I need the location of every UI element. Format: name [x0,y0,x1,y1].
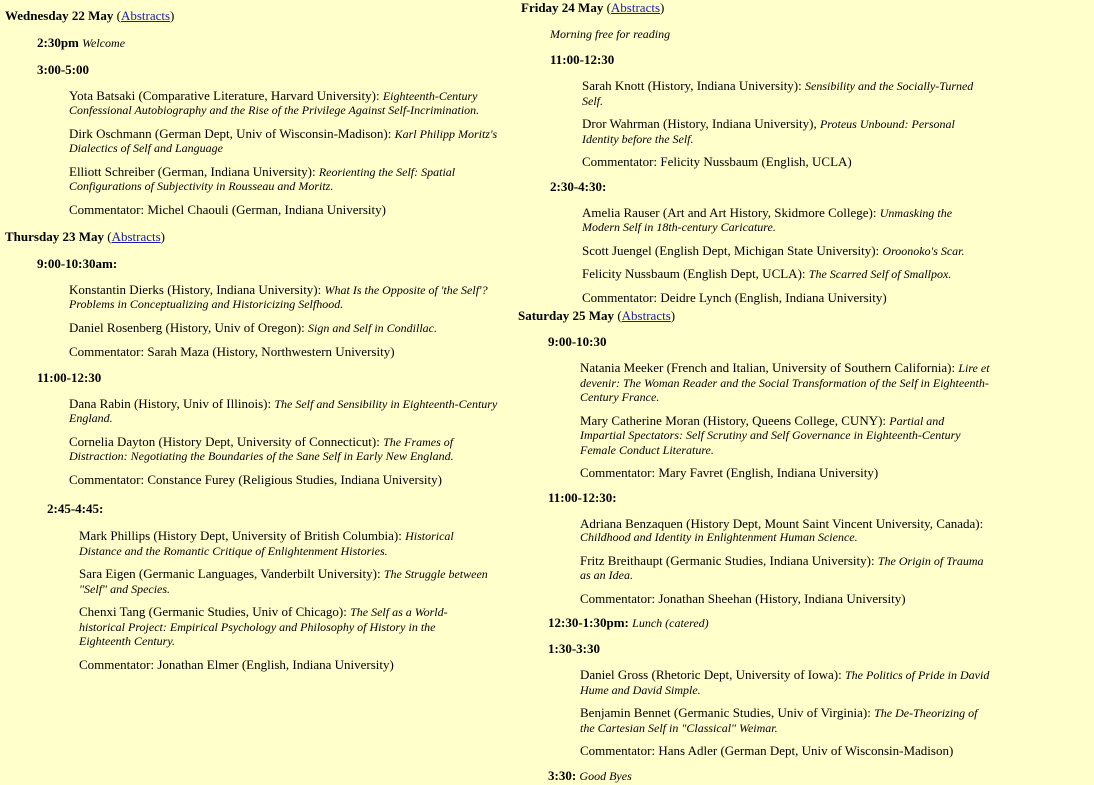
paper-title: The De-Theorizing of the Cartesian Self in "Classical" Weimar. [580,706,978,735]
paper-list [582,206,992,305]
paper-title: Reorienting the Self: Spatial Configurations of Subjectivity in Rousseau and Moritz. [69,165,456,193]
paper-list [582,79,992,169]
paper-item [582,244,992,259]
session-time: 11:00-12:30 [37,370,102,385]
paper-item [69,127,510,155]
presenter: Mark Phillips (History Dept, University of British Columbia): [79,528,406,543]
paper-item [69,397,510,425]
commentator [69,203,510,217]
session-time: 2:45-4:45: [47,501,104,516]
session-goodbye [548,768,988,784]
paper-item [69,165,510,193]
session-sat-1 [548,334,988,480]
session-thu-1 [37,256,510,359]
paper-item [580,706,990,735]
paper-title: Oroonoko's Scar. [882,243,965,258]
commentator-name: Commentator: Hans Adler (German Dept, Univ of Wisconsin-Madison) [580,743,954,758]
paper-item [582,206,992,235]
commentator-name: Commentator: Constance Furey (Religious Studies, Indiana University) [69,472,442,487]
abstracts-link[interactable]: Abstracts [120,8,171,23]
session-label: Lunch (catered) [632,616,709,630]
paper-list [69,89,510,217]
presenter: Amelia Rauser (Art and Art History, Skidmore College): [582,204,880,220]
day-title: Saturday 25 May [518,308,615,323]
paper-item [580,668,990,697]
paper-list [69,283,510,359]
commentator [580,466,990,480]
paper-item [69,321,510,335]
paper-title: Sensibility and the Socially-Turned Self. [582,79,974,108]
commentator-name: Commentator: Jonathan Elmer (English, Indiana University) [79,656,394,672]
presenter: Benjamin Bennet (Germanic Studies, Univ of Virginia): [580,705,875,720]
session-time: 9:00-10:30am: [37,256,118,271]
paper-item [582,267,992,282]
session-label: Welcome [82,36,126,50]
commentator [582,155,992,169]
presenter: Natania Meeker (French and Italian, University of Southern California): [580,360,959,375]
paper-list [580,361,990,480]
day-heading-friday: Friday 24 May (Abstracts) [521,0,665,15]
session-wed-1 [37,62,510,217]
presenter: Dana Rabin (History, Univ of Illinois): [69,396,275,411]
commentator-name: Commentator: Deidre Lynch (English, Indiana University) [582,289,887,305]
paper-title: Eighteenth-Century Confessional Autobiography and the Rise of the Privilege Against Self-Incrimination. [69,89,480,117]
session-sat-3 [548,641,988,758]
presenter: Fritz Breithaupt (Germanic Studies, Indiana University): [580,552,878,568]
abstracts-link[interactable]: Abstracts [621,308,671,323]
session-time: 9:00-10:30 [548,334,607,349]
session-welcome [37,35,510,51]
session-fri-2 [550,179,988,305]
presenter: Konstantin Dierks (History, Indiana University): [69,282,325,297]
session-label: Good Byes [579,768,632,783]
paper-title: Partial and Impartial Spectators: Self Scrutiny and Self Governance in Eighteenth-Century Female Conduct Literature. [580,413,961,457]
paper-list [79,529,489,671]
presenter: Mary Catherine Moran (History, Queens College, CUNY): [580,412,890,428]
day-title: Thursday 23 May [5,229,104,244]
session-sat-2 [548,490,988,606]
presenter: Sarah Knott (History, Indiana University): [582,78,805,93]
commentator [79,658,489,672]
paper-title: The Self and Sensibility in Eighteenth-Century England. [69,397,498,425]
paper-title: Historical Distance and the Romantic Critique of Enlightenment Histories. [79,529,454,558]
paper-item [69,435,510,463]
paper-title: The Origin of Trauma as an Idea. [580,553,984,582]
presenter: Felicity Nussbaum (English Dept, UCLA): [582,266,809,281]
day-heading-wednesday: Wednesday 22 May (Abstracts) [5,8,175,23]
left-column [5,0,510,671]
paper-list [580,668,990,758]
session-time: 11:00-12:30: [548,489,617,505]
paper-title: The Scarred Self of Smallpox. [808,267,952,281]
paper-item [69,283,510,311]
day-heading-saturday: Saturday 25 May (Abstracts) [518,308,676,323]
session-time: 11:00-12:30 [550,52,615,67]
presenter: Scott Juengel (English Dept, Michigan State University): [582,242,883,258]
right-column [518,0,988,784]
session-time: 3:30: [548,767,577,783]
paper-title: The Politics of Pride in David Hume and David Simple. [580,668,990,697]
session-time: 2:30pm [37,35,79,50]
paper-title: Proteus Unbound: Personal Identity before the Self. [582,117,955,146]
paper-item [580,414,990,458]
paper-list [580,517,990,606]
session-fri-1 [550,52,988,169]
day-heading-thursday: Thursday 23 May (Abstracts) [5,229,166,244]
paper-title: Childhood and Identity in Enlightenment Human Science. [580,530,858,544]
presenter: Daniel Gross (Rhetoric Dept, University of Iowa): [580,667,845,682]
presenter: Chenxi Tang (Germanic Studies, Univ of Chicago): [79,604,351,619]
commentator-name: Commentator: Sarah Maza (History, Northwestern University) [69,344,395,359]
commentator-name: Commentator: Mary Favret (English, Indiana University) [580,465,879,480]
commentator [69,345,510,359]
paper-item [580,554,990,583]
abstracts-link[interactable]: Abstracts [111,229,161,244]
paper-title: Karl Philipp Moritz's Dialectics of Self and Language [69,127,498,155]
presenter: Cornelia Dayton (History Dept, University of Connecticut): [69,434,384,449]
paper-item [582,79,992,108]
paper-item [580,361,990,405]
paper-title: The Self as a World-historical Project: Empirical Psychology and Philosophy of History in the Eighteenth Century. [79,605,448,648]
session-thu-3 [47,501,510,671]
session-time: 12:30-1:30pm: [548,615,629,630]
commentator [582,291,992,305]
paper-item [79,605,489,649]
commentator [69,473,510,487]
day-title: Friday 24 May [521,0,604,15]
paper-title: Lire et devenir: The Woman Reader and the Social Transformation of the Self in Eighteenth-Century France. [580,361,990,404]
presenter: Dror Wahrman (History, Indiana University), [582,116,820,131]
presenter: Sara Eigen (Germanic Languages, Vanderbilt University): [79,566,384,581]
presenter: Dirk Oschmann (German Dept, Univ of Wisconsin-Madison): [69,126,395,141]
paper-title: What Is the Opposite of 'the Self'? Problems in Conceptualizing and Historicizing Selfhood. [69,283,488,311]
abstracts-link[interactable]: Abstracts [610,0,661,15]
paper-item [69,89,510,117]
session-time: 3:00-5:00 [37,62,89,77]
paper-title: The Frames of Distraction: Negotiating the Boundaries of the Sane Self in Early New England. [69,435,454,463]
commentator-name: Commentator: Felicity Nussbaum (English, UCLA) [582,154,852,169]
commentator [580,592,990,606]
commentator-name: Commentator: Michel Chaouli (German, Indiana University) [69,202,386,217]
paper-title: Unmasking the Modern Self in 18th-century Caricature. [582,205,953,234]
paper-item [79,529,489,558]
morning-note: Morning free for reading [550,27,671,41]
paper-title: The Struggle between "Self" and Species. [79,567,488,596]
session-lunch [548,615,988,631]
paper-title: Sign and Self in Condillac. [308,321,438,335]
presenter: Elliott Schreiber (German, Indiana University): [69,164,319,179]
presenter: Adriana Benzaquen (History Dept, Mount Saint Vincent University, Canada): [580,515,984,531]
presenter: Yota Batsaki (Comparative Literature, Harvard University): [69,88,383,103]
session-time: 2:30-4:30: [550,178,607,194]
day-title: Wednesday 22 May [5,8,114,23]
paper-item [79,567,489,596]
commentator-name: Commentator: Jonathan Sheehan (History, Indiana University) [580,590,906,606]
presenter: Daniel Rosenberg (History, Univ of Oregon): [69,320,309,335]
paper-list [69,397,510,487]
session-time: 1:30-3:30 [548,641,600,656]
session-thu-2 [37,370,510,487]
paper-item [582,117,992,146]
paper-item [580,517,990,545]
commentator [580,744,990,758]
